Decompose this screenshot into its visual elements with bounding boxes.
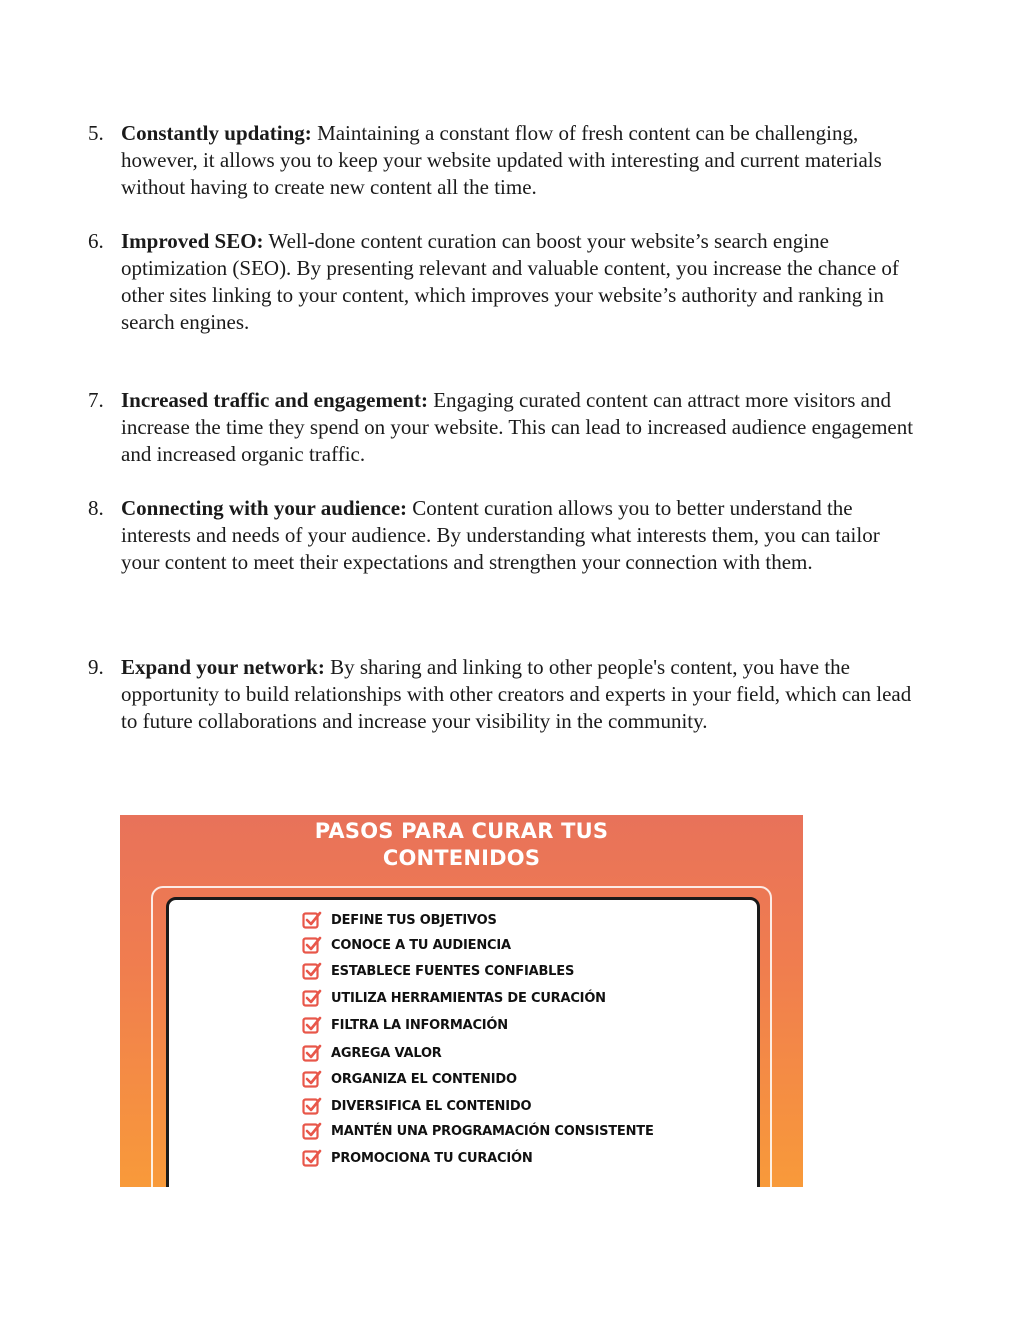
step-label: DIVERSIFICA EL CONTENIDO <box>331 1098 532 1114</box>
step-item <box>302 1095 531 1117</box>
step-label: FILTRA LA INFORMACIÓN <box>331 1017 508 1033</box>
list-item-7 <box>88 387 918 468</box>
item-body: By sharing and linking to other people's content, you have the opportunity to build relationships with other creators and experts in your field, which can lead to future collaborations and increase your visibility in the community. <box>121 655 912 733</box>
list-number: 8. <box>88 496 104 520</box>
infographic-title-line-2: CONTENIDOS <box>382 846 541 870</box>
step-label: UTILIZA HERRAMIENTAS DE CURACIÓN <box>331 990 606 1006</box>
step-item <box>302 1042 442 1064</box>
step-item <box>302 934 511 956</box>
checkbox-checked-icon <box>302 961 322 981</box>
step-label: PROMOCIONA TU CURACIÓN <box>331 1150 533 1166</box>
step-item <box>302 1014 508 1036</box>
item-heading: Constantly updating: <box>121 121 312 145</box>
step-label: CONOCE A TU AUDIENCIA <box>331 937 511 953</box>
list-number: 7. <box>88 388 104 412</box>
list-number: 6. <box>88 229 104 253</box>
item-heading: Expand your network: <box>121 655 325 679</box>
list-item-8 <box>88 495 918 576</box>
step-label: MANTÉN UNA PROGRAMACIÓN CONSISTENTE <box>331 1123 654 1139</box>
step-item <box>302 1068 517 1090</box>
item-heading: Improved SEO: <box>121 229 264 253</box>
infographic-title <box>120 818 803 872</box>
step-label: ESTABLECE FUENTES CONFIABLES <box>331 963 575 979</box>
curation-steps-infographic <box>120 815 803 1187</box>
step-item <box>302 1120 654 1142</box>
item-body: Content curation allows you to better understand the interests and needs of your audience. By understanding what interests them, you can tailor your content to meet their expectations and strengthen your connection with them. <box>121 496 880 574</box>
list-number: 9. <box>88 655 104 679</box>
step-label: AGREGA VALOR <box>331 1045 442 1061</box>
step-label: ORGANIZA EL CONTENIDO <box>331 1071 517 1087</box>
checkbox-checked-icon <box>302 1043 322 1063</box>
checkbox-checked-icon <box>302 988 322 1008</box>
checkbox-checked-icon <box>302 935 322 955</box>
list-number: 5. <box>88 121 104 145</box>
checkbox-checked-icon <box>302 1015 322 1035</box>
checkbox-checked-icon <box>302 1148 322 1168</box>
item-heading: Connecting with your audience: <box>121 496 408 520</box>
item-body: Maintaining a constant flow of fresh content can be challenging, however, it allows you to keep your website updated with interesting and current materials without having to create new content all the time. <box>121 121 882 199</box>
checkbox-checked-icon <box>302 1069 322 1089</box>
item-body: Engaging curated content can attract more visitors and increase the time they spend on your website. This can lead to increased audience engagement and increased organic traffic. <box>121 388 914 466</box>
list-item-5 <box>88 120 918 201</box>
checkbox-checked-icon <box>302 1096 322 1116</box>
step-item <box>302 909 497 931</box>
step-label: DEFINE TUS OBJETIVOS <box>331 912 497 928</box>
list-item-9 <box>88 654 918 735</box>
checkbox-checked-icon <box>302 1121 322 1141</box>
item-body: Well-done content curation can boost your website’s search engine optimization (SEO). By presenting relevant and valuable content, you increase the chance of other sites linking to your content, which improves your website’s authority and ranking in search engines. <box>121 229 899 334</box>
step-item <box>302 1147 533 1169</box>
step-item <box>302 987 606 1009</box>
step-item <box>302 960 574 982</box>
item-heading: Increased traffic and engagement: <box>121 388 428 412</box>
infographic-title-line-1: PASOS PARA CURAR TUS <box>314 819 609 843</box>
list-item-6 <box>88 228 918 336</box>
checkbox-checked-icon <box>302 910 322 930</box>
